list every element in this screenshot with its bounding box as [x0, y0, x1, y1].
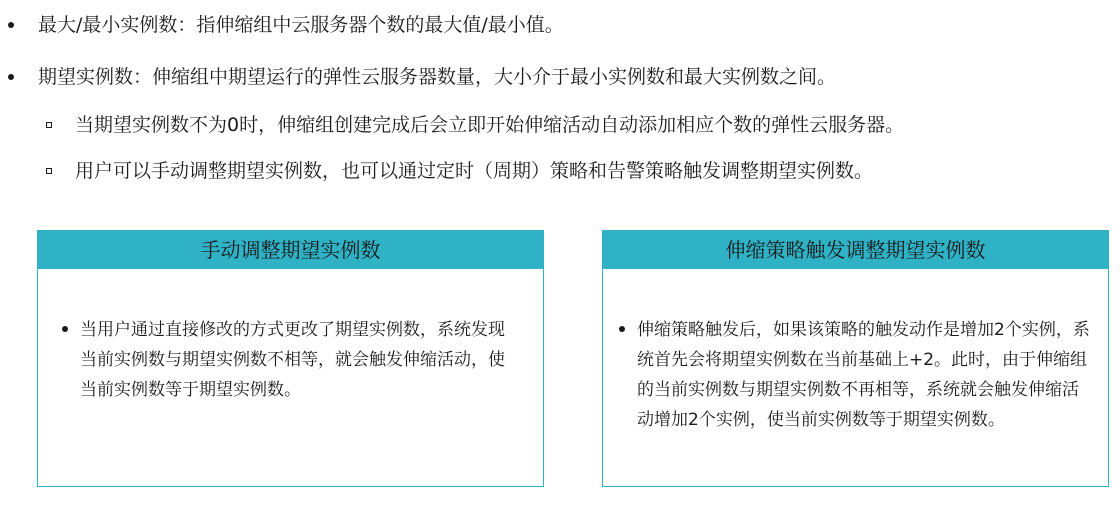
manual-adjust-panel: [37, 230, 544, 487]
policy-adjust-panel: [602, 230, 1109, 487]
bullet-text: 最大/最小实例数：指伸缩组中云服务器个数的最大值/最小值。: [38, 14, 564, 36]
bullet-expected-instances: [8, 64, 836, 90]
sub-bullet-not-zero: [46, 112, 904, 138]
panel-body: [619, 315, 1095, 435]
sub-bullet-adjust-methods: [46, 158, 873, 184]
bullet-dot-icon: [8, 22, 14, 28]
sub-bullet-text: 用户可以手动调整期望实例数，也可以通过定时（周期）策略和告警策略触发调整期望实例数。: [75, 160, 874, 182]
bullet-dot-icon: [619, 326, 625, 332]
bullet-dot-icon: [62, 326, 68, 332]
sub-bullet-text: 当期望实例数不为0时，伸缩组创建完成后会立即开始伸缩活动自动添加相应个数的弹性云服务器。: [75, 114, 905, 136]
panel-text: 当用户通过直接修改的方式更改了期望实例数，系统发现当前实例数与期望实例数不相等，就会触发伸缩活动，使当前实例数等于期望实例数。: [80, 320, 505, 400]
panel-body: [62, 315, 512, 405]
bullet-text: 期望实例数：伸缩组中期望运行的弹性云服务器数量，大小介于最小实例数和最大实例数之间。: [38, 66, 837, 88]
sub-bullet-square-icon: [46, 122, 52, 128]
sub-bullet-square-icon: [46, 168, 52, 174]
bullet-dot-icon: [8, 74, 14, 80]
panel-title: 手动调整期望实例数: [38, 231, 543, 269]
panel-text: 伸缩策略触发后，如果该策略的触发动作是增加2个实例，系统首先会将期望实例数在当前基础上+2。此时，由于伸缩组的当前实例数与期望实例数不再相等，系统就会触发伸缩活动增加2个实例，使当前实例数等于期望实例数。: [637, 320, 1090, 430]
bullet-max-min-instances: [8, 12, 564, 38]
panel-title: 伸缩策略触发调整期望实例数: [603, 231, 1108, 269]
